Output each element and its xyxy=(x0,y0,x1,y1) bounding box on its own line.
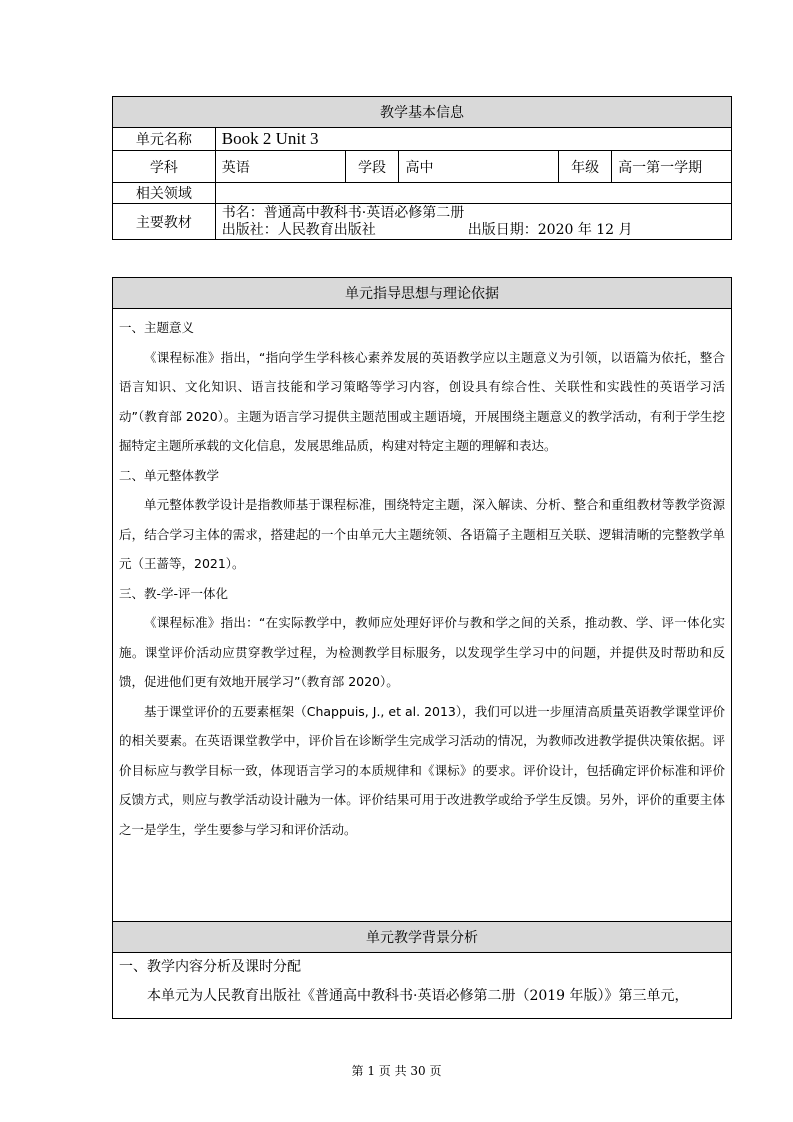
guiding-heading-2: 二、单元整体教学 xyxy=(119,467,220,483)
guiding-title: 单元指导思想与理论依据 xyxy=(113,278,732,309)
guiding-paragraph-3: 《课程标准》指出：“在实际教学中，教师应处理好评价与教和学之间的关系，推动教、学、评一体化实施。课堂评价活动应贯穿教学过程，为检测教学目标服务，以发现学生学习中的问题，并提供及时帮助和反馈，促进他们更有效地开展学习”（教育部 2020）。 xyxy=(119,615,725,689)
field-value xyxy=(215,183,731,204)
guiding-paragraph-1: 《课程标准》指出，“指向学生学科核心素养发展的英语教学应以主题意义为引领，以语篇为依托，整合语言知识、文化知识、语言技能和学习策略等学习内容，创设具有综合性、关联性和实践性的英语学习活动”（教育部 2020）。主题为语言学习提供主题范围或主题语境，开展围绕主题意义的教学活动，有利于学生挖掘特定主题所承载的文化信息，发展思维品质，构建对特定主题的理解和表达。 xyxy=(119,349,725,453)
textbook-date: 出版日期：2020 年 12 月 xyxy=(467,221,633,238)
stage-label: 学段 xyxy=(345,151,399,183)
textbook-publish-line xyxy=(222,222,731,239)
guiding-heading-3: 三、教-学-评一体化 xyxy=(119,585,229,601)
background-paragraph-1: 本单元为人民教育出版社《普通高中教科书·英语必修第二册（2019 年版）》第三单元， xyxy=(147,988,689,1004)
textbook-info xyxy=(215,204,731,240)
subject-label: 学科 xyxy=(113,151,216,183)
unit-name-label: 单元名称 xyxy=(113,128,216,151)
textbook-name: 书名：普通高中教科书·英语必修第二册 xyxy=(221,204,465,221)
basic-info-title: 教学基本信息 xyxy=(113,97,732,128)
stage-value: 高中 xyxy=(399,151,559,183)
unit-name-value: Book 2 Unit 3 xyxy=(215,128,731,151)
guiding-content xyxy=(113,309,732,922)
guiding-paragraph-4: 基于课堂评价的五要素框架（Chappuis, J., et al. 2013），我们可以进一步厘清高质量英语教学课堂评价的相关要素。在英语课堂教学中，评价旨在诊断学生完成学习活动的情况，为教师改进教学提供决策依据。评价目标应与教学目标一致，体现语言学习的本质规律和《课标》的要求。评价设计，包括确定评价标准和评价反馈方式，则应与教学活动设计融为一体。评价结果可用于改进教学或给予学生反馈。另外，评价的重要主体之一是学生，学生要参与学习和评价活动。 xyxy=(119,703,725,837)
basic-info-table xyxy=(112,96,732,240)
background-title: 单元教学背景分析 xyxy=(113,922,732,953)
guiding-heading-1: 一、主题意义 xyxy=(119,320,195,335)
background-heading-1: 一、教学内容分析及课时分配 xyxy=(119,959,301,975)
guiding-table xyxy=(112,277,732,1019)
guiding-paragraph-2: 单元整体教学设计是指教师基于课程标准，围绕特定主题，深入解读、分析、整合和重组教材等教学资源后，结合学习主体的需求，搭建起的一个由单元大主题统领、各语篇子主题相互关联、逻辑清晰的完整教学单元（王蔷等，2021）。 xyxy=(119,497,725,571)
subject-value: 英语 xyxy=(215,151,345,183)
page-footer: 第 1 页 共 30 页 xyxy=(351,1064,442,1078)
grade-label: 年级 xyxy=(559,151,612,183)
background-content xyxy=(113,953,732,1019)
field-label: 相关领域 xyxy=(113,183,216,204)
grade-value: 高一第一学期 xyxy=(612,151,732,183)
textbook-publisher: 出版社：人民教育出版社 xyxy=(221,221,376,238)
textbook-label: 主要教材 xyxy=(113,204,216,240)
